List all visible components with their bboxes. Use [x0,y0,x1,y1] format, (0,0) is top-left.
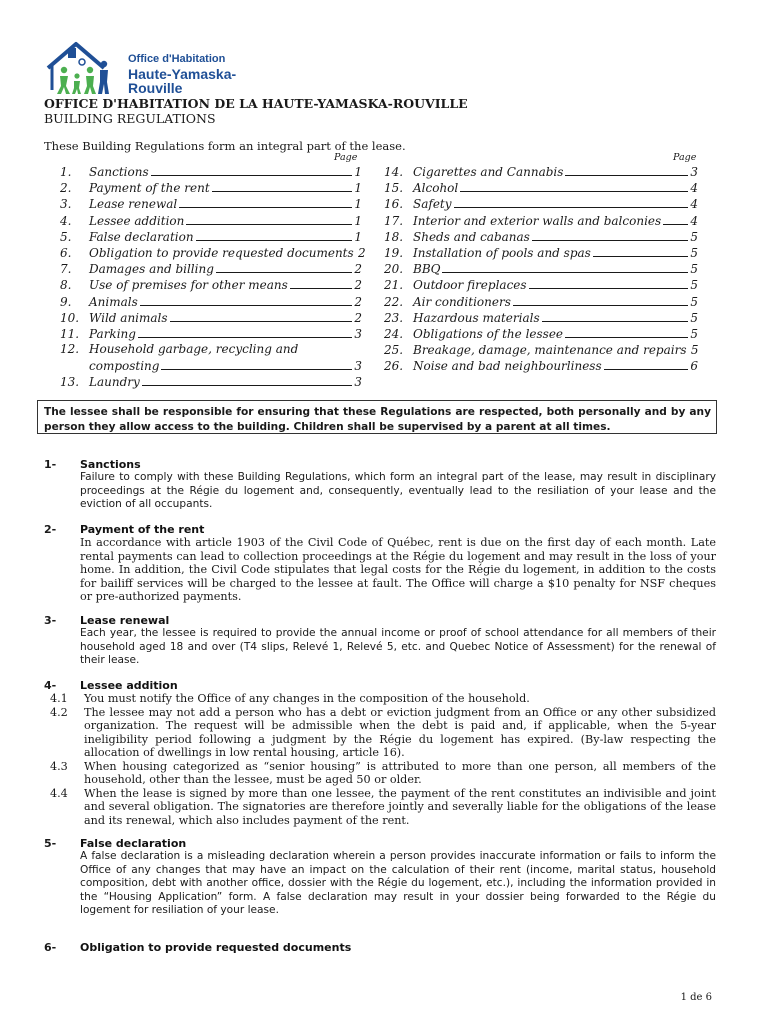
toc-leader-line [142,374,352,386]
toc-item [384,358,698,374]
toc-item-page: 4 [690,197,698,212]
toc-item-number: 6. [60,245,72,260]
toc-leader-line [663,213,688,225]
toc-item-number: 12. [60,342,80,357]
toc-leader-line [170,310,352,322]
section-title: Lease renewal [80,614,170,627]
toc-item [384,342,698,358]
toc-leader-line [460,180,688,192]
section-number: 6- [44,941,57,954]
toc-right-column [384,164,698,374]
toc-leader-line [604,358,688,370]
list-item [48,760,716,787]
toc-item [60,245,366,261]
toc-leader-line [593,245,688,257]
toc-item-number: 13. [60,375,80,390]
toc-leader-line [565,326,688,338]
toc-leader-line [442,261,688,273]
toc-leader-line [161,358,352,370]
toc-item [60,180,362,196]
toc-item-page: 5 [690,278,698,293]
section-body: Failure to comply with these Building Regulations, which form an integral part of the lease, may result in disciplinary proceedings at the Régie du logement and, consequently, eventually lead to the resiliation of your lease and the eviction of all occupants. [80,471,716,510]
item-text: The lessee may not add a person who has a debt or eviction judgment from an Office or any other subsidized organization. The request will be admissible when the debt is paid and, if applicable, when the 5-year ineligibility period following a judgment by the Régie du logement has expired. (By-law respecting the allocation of dwellings in low rental housing, article 16). [84,705,716,759]
section-number: 4- [44,679,57,692]
section-body: A false declaration is a misleading declaration wherein a person provides inaccurate information or fails to inform the Office of any changes that may have an impact on the calculation of their rent (income, marital status, household composition, debt with another office, dossier with the Régie du logement, etc.), including the information provided in the “Housing Application” form. A false declaration may result in your dossier being forwarded to the Régie du logement for resiliation of your lease. [80,850,716,916]
toc-item-page: 5 [690,294,698,309]
toc-item-number: 26. [384,359,404,374]
toc-item-text: Wild animals [89,310,168,325]
toc-item-page: 1 [354,181,362,196]
toc-item-number: 4. [60,213,72,228]
toc-item-text: Animals [89,294,138,309]
toc-item-page: 5 [690,229,698,244]
toc-item-number: 19. [384,245,404,260]
toc-item-text: Obligation to provide requested documents [89,245,354,260]
toc-item-number: 11. [60,326,80,341]
toc-item-number: 21. [384,278,404,293]
responsibility-notice: The lessee shall be responsible for ensuring that these Regulations are respected, both personally and by any person they allow access to the building. Children shall be supervised by a parent at all times. [37,400,717,434]
toc-page-label-left: Page [334,152,358,163]
toc-leader-line [513,294,688,306]
section-number: 1- [44,458,57,471]
toc-leader-line [529,277,688,289]
toc-leader-line [542,310,688,322]
toc-item [384,261,698,277]
section-title: Lessee addition [80,679,178,692]
toc-item [60,294,362,310]
toc-item-text: Lease renewal [89,197,178,212]
item-number: 4.4 [50,786,68,800]
toc-item-number: 1. [60,165,72,179]
toc-item-page: 1 [354,213,362,228]
toc-item-page: 5 [690,262,698,277]
toc-item-number: 9. [60,294,72,309]
toc-item [60,326,362,342]
toc-leader-line [151,164,352,176]
section-number: 2- [44,523,57,536]
toc-item-text: Use of premises for other means [89,278,288,293]
toc-item-number: 14. [384,165,404,179]
toc-item-page: 5 [690,343,699,358]
toc-item [60,277,362,293]
toc-item-page: 3 [354,375,362,390]
toc-leader-line [565,164,688,176]
toc-item-text: Laundry [89,375,140,390]
page-number: 1 de 6 [680,992,712,1003]
toc-item-page: 1 [354,197,362,212]
toc-item-number: 16. [384,197,404,212]
document-title: OFFICE D'HABITATION DE LA HAUTE-YAMASKA-ROUVILLE [44,96,468,111]
section-number: 5- [44,837,57,850]
toc-leader-line [186,213,352,225]
item-text: When housing categorized as “senior housing” is attributed to more than one person, all members of the household, other than the lessee, must be aged 50 or older. [84,759,716,786]
toc-leader-line [138,326,352,338]
section-title: Payment of the rent [80,523,205,536]
section-body: In accordance with article 1903 of the Civil Code of Québec, rent is due on the first day of each month. Late rental payments can lead to collection proceedings at the Régie du logement and may result in the loss of your home. In addition, the Civil Code stipulates that legal costs for the Régie du logement, in addition to the costs for bailiff services will be charged to the lessee at fault. The Office will charge a $10 penalty for NSF cheques or pre-authorized payments. [80,536,716,603]
toc-item [60,342,362,358]
toc-item [384,213,698,229]
toc-item-page: 2 [354,310,362,325]
toc-item [384,180,698,196]
toc-item-text: BBQ [413,262,441,277]
toc-item-number: 23. [384,310,404,325]
toc-item-page: 2 [354,294,362,309]
list-item [48,706,716,760]
toc-item-number: 8. [60,278,72,293]
toc-item [384,310,698,326]
toc-item [384,196,698,212]
item-number: 4.3 [50,759,68,773]
toc-item-text: False declaration [89,229,194,244]
toc-item-number: 18. [384,229,404,244]
toc-item-page: 4 [690,213,698,228]
item-number: 4.2 [50,705,68,719]
toc-item-text: Noise and bad neighbourliness [413,359,602,374]
toc-item-number: 24. [384,326,404,341]
toc-item-number: 25. [384,343,404,358]
toc-item-number: 7. [60,262,72,277]
toc-item [384,277,698,293]
toc-item-text: Installation of pools and spas [413,245,591,260]
toc-item [60,310,362,326]
toc-item-text: Outdoor fireplaces [413,278,527,293]
toc-item-text: Household garbage, recycling and [89,342,299,357]
toc-item-text: Alcohol [413,181,459,196]
toc-item-text: Parking [89,326,136,341]
toc-leader-line [179,196,352,208]
toc-item-page: 3 [690,165,698,179]
section-title: Obligation to provide requested documents [80,941,352,954]
house-family-logo-icon [44,40,128,96]
list-item [48,692,716,706]
toc-item-text: Breakage, damage, maintenance and repairs [413,343,687,358]
toc-page-label-right: Page [673,152,697,163]
logo-name-line1: Haute-Yamaska- [128,66,237,82]
toc-item-text: Hazardous materials [413,310,540,325]
logo-name-line2: Rouville [128,80,183,96]
toc-leader-line [212,180,352,192]
item-number: 4.1 [50,692,68,705]
section-title: Sanctions [80,458,141,471]
toc-item-page: 5 [690,245,698,260]
toc-item-text: Sanctions [89,165,149,179]
toc-item-page: 2 [358,245,366,260]
document-subtitle: BUILDING REGULATIONS [44,111,216,126]
toc-item-number: 5. [60,229,72,244]
toc-item-page: 6 [690,359,698,374]
toc-item-page: 2 [354,262,362,277]
intro-text: These Building Regulations form an integral part of the lease. [44,139,406,153]
list-item [48,787,716,828]
toc-item [60,196,362,212]
toc-item [384,294,698,310]
toc-item-page: 3 [354,359,362,374]
toc-item-number: 15. [384,181,404,196]
toc-leader-line [532,229,688,241]
toc-item-page: 1 [354,165,362,179]
toc-item [384,245,698,261]
toc-item-text: Payment of the rent [89,181,210,196]
toc-leader-line [216,261,352,273]
toc-item [60,261,362,277]
toc-left-column [60,164,366,391]
toc-item-text: Damages and billing [89,262,214,277]
toc-item [60,229,362,245]
toc-item-text: Air conditioners [413,294,511,309]
toc-item-number: 17. [384,213,404,228]
item-text: When the lease is signed by more than one lessee, the payment of the rent constitutes an indivisible and joint and several obligation. The signatories are therefore jointly and severally liable for the obligations of the lease and its renewal, which also includes payment of the rent. [84,786,716,827]
toc-item-text: Interior and exterior walls and balconies [413,213,662,228]
logo [44,40,264,96]
toc-item-text: Obligations of the lessee [413,326,564,341]
toc-item [60,358,362,374]
toc-item-page: 3 [354,326,362,341]
toc-leader-line [196,229,352,241]
toc-item-page: 5 [690,326,698,341]
toc-item-text: Sheds and cabanas [413,229,530,244]
toc-item-number: 2. [60,181,72,196]
toc-item-page: 2 [354,278,362,293]
toc-item-text: Safety [413,197,452,212]
toc-item [60,374,362,390]
toc-item [384,164,698,180]
toc-item-page: 1 [354,229,362,244]
toc-item-number: 22. [384,294,404,309]
logo-office-text: Office d'Habitation [128,53,226,65]
toc-item [384,326,698,342]
toc-item-number: 10. [60,310,80,325]
toc-item-page: 4 [690,181,698,196]
toc-item-number: 20. [384,262,404,277]
section-number: 3- [44,614,57,627]
toc-leader-line [140,294,352,306]
toc-item [60,164,362,180]
toc-item-text: Lessee addition [89,213,185,228]
toc-leader-line [454,196,688,208]
toc-item [384,229,698,245]
section-body: Each year, the lessee is required to provide the annual income or proof of school attendance for all members of their household aged 18 and over (T4 slips, Relevé 1, Relevé 5, etc. and Quebec Notice of Assessment) for the renewal of their lease. [80,627,716,666]
toc-item-text: composting [89,359,160,374]
section-body [48,692,716,827]
section-title: False declaration [80,837,187,850]
item-text: You must notify the Office of any changes in the composition of the household. [84,692,530,705]
toc-item-number: 3. [60,197,72,212]
toc-item [60,213,362,229]
toc-item-page: 5 [690,310,698,325]
toc-item-text: Cigarettes and Cannabis [413,165,564,179]
toc-leader-line [290,277,352,289]
